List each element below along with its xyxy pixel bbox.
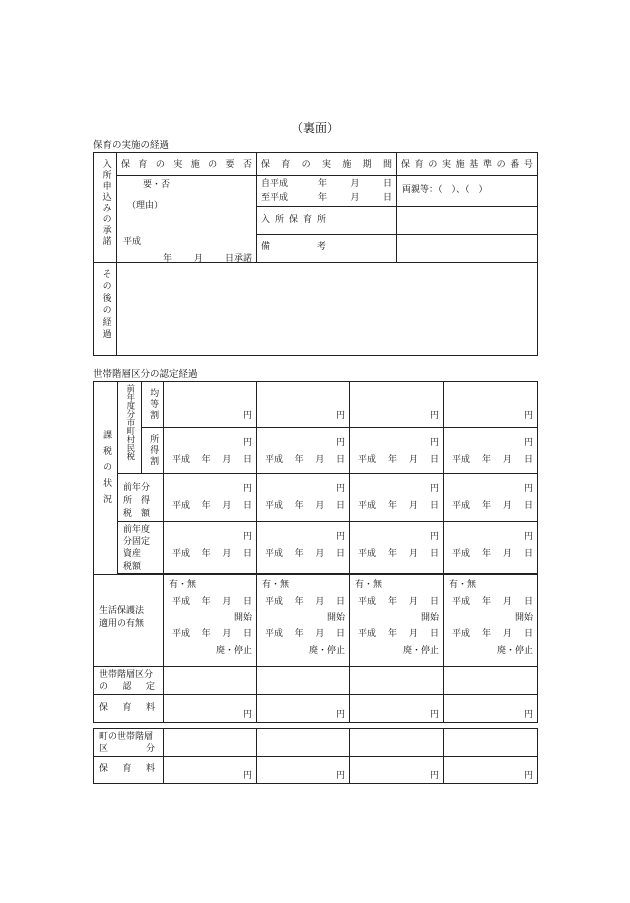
parents-cell: 両親等：（ ）、（ ）	[397, 176, 538, 207]
section-title-nursery-history: 保育の実施の経過	[93, 140, 170, 151]
property-tax-2[interactable]: 円 平成 年 月 日	[257, 522, 350, 574]
remarks-value[interactable]	[397, 235, 538, 263]
section-title-class-history: 世帯階層区分の認定経過	[93, 369, 198, 380]
town-fee-3[interactable]: 円	[350, 757, 444, 784]
nursery-value[interactable]	[397, 207, 538, 235]
town-class-table	[93, 728, 538, 784]
income-levy-2[interactable]: 円 平成 年 月 日	[257, 428, 350, 474]
fee-1[interactable]: 円	[164, 694, 257, 722]
admission-approval-label: 入所申込みの承諾	[94, 153, 117, 263]
town-class-label: 町の世帯階層 区 分	[94, 729, 164, 757]
class-certification-3[interactable]	[350, 666, 444, 694]
fee-label: 保 育 料	[94, 694, 164, 722]
property-tax-label: 前年度 分固定 資産 税額	[118, 522, 164, 574]
equal-levy-2[interactable]: 円	[257, 382, 350, 428]
class-certification-label: 世帯階層区分 の 認 定	[94, 666, 164, 694]
equal-levy-label: 均等割	[142, 382, 164, 428]
class-certification-2[interactable]	[257, 666, 350, 694]
welfare-label: 生活保護法 適用の有無	[94, 574, 164, 666]
approval-date: 年 月 日承諾	[163, 254, 252, 264]
nursery-history-table	[93, 152, 538, 356]
property-tax-4[interactable]: 円 平成 年 月 日	[444, 522, 538, 574]
nursery-label: 入 所 保 育 所	[257, 207, 397, 235]
remarks-label: 備 考	[257, 235, 397, 263]
reason-label: （理由）	[127, 201, 164, 211]
yes-no-text: 要・否	[143, 180, 171, 190]
header-period: 保 育 の 実 施 期 間	[257, 153, 397, 176]
property-tax-3[interactable]: 円 平成 年 月 日	[350, 522, 444, 574]
requirement-cell	[117, 176, 257, 263]
fee-2[interactable]: 円	[257, 694, 350, 722]
income-levy-3[interactable]: 円 平成 年 月 日	[350, 428, 444, 474]
municipal-tax-label: 前年度分市町村民税	[118, 382, 142, 474]
town-fee-2[interactable]: 円	[257, 757, 350, 784]
property-tax-1[interactable]: 円 平成 年 月 日	[164, 522, 257, 574]
welfare-4[interactable]: 有・無 平成 年 月 日 開始 平成 年 月 日 廃・停止	[444, 574, 538, 666]
income-levy-label: 所得割	[142, 428, 164, 474]
fee-3[interactable]: 円	[350, 694, 444, 722]
welfare-2[interactable]: 有・無 平成 年 月 日 開始 平成 年 月 日 廃・停止	[257, 574, 350, 666]
afterwards-label: その後の経過	[94, 263, 117, 356]
class-certification-table	[93, 381, 538, 723]
page-title: （裏面）	[290, 121, 339, 135]
header-requirement: 保 育 の 実 施 の 要 否	[117, 153, 257, 176]
tax-status-label: 課税の状況	[94, 382, 118, 575]
town-class-1[interactable]	[164, 729, 257, 757]
equal-levy-1[interactable]: 円	[164, 382, 257, 428]
heisei-label: 平成	[123, 237, 142, 247]
class-certification-4[interactable]	[444, 666, 538, 694]
prev-income-tax-2[interactable]: 円 平成 年 月 日	[257, 474, 350, 522]
town-fee-label: 保 育 料	[94, 757, 164, 784]
period-cell: 自平成 年 月 日 至平成 年 月 日	[257, 176, 397, 207]
header-standard-number: 保 育 の 実 施 基 準 の 番 号	[397, 153, 538, 176]
income-levy-1[interactable]: 円 平成 年 月 日	[164, 428, 257, 474]
prev-income-tax-label: 前年分 所 得 税 額	[118, 474, 164, 522]
town-fee-1[interactable]: 円	[164, 757, 257, 784]
prev-income-tax-3[interactable]: 円 平成 年 月 日	[350, 474, 444, 522]
town-class-2[interactable]	[257, 729, 350, 757]
town-class-3[interactable]	[350, 729, 444, 757]
prev-income-tax-4[interactable]: 円 平成 年 月 日	[444, 474, 538, 522]
class-certification-1[interactable]	[164, 666, 257, 694]
fee-4[interactable]: 円	[444, 694, 538, 722]
town-class-4[interactable]	[444, 729, 538, 757]
equal-levy-3[interactable]: 円	[350, 382, 444, 428]
equal-levy-4[interactable]: 円	[444, 382, 538, 428]
welfare-3[interactable]: 有・無 平成 年 月 日 開始 平成 年 月 日 廃・停止	[350, 574, 444, 666]
town-fee-4[interactable]: 円	[444, 757, 538, 784]
afterwards-value[interactable]	[117, 263, 538, 356]
income-levy-4[interactable]: 円 平成 年 月 日	[444, 428, 538, 474]
welfare-1[interactable]: 有・無 平成 年 月 日 開始 平成 年 月 日 廃・停止	[164, 574, 257, 666]
prev-income-tax-1[interactable]: 円 平成 年 月 日	[164, 474, 257, 522]
